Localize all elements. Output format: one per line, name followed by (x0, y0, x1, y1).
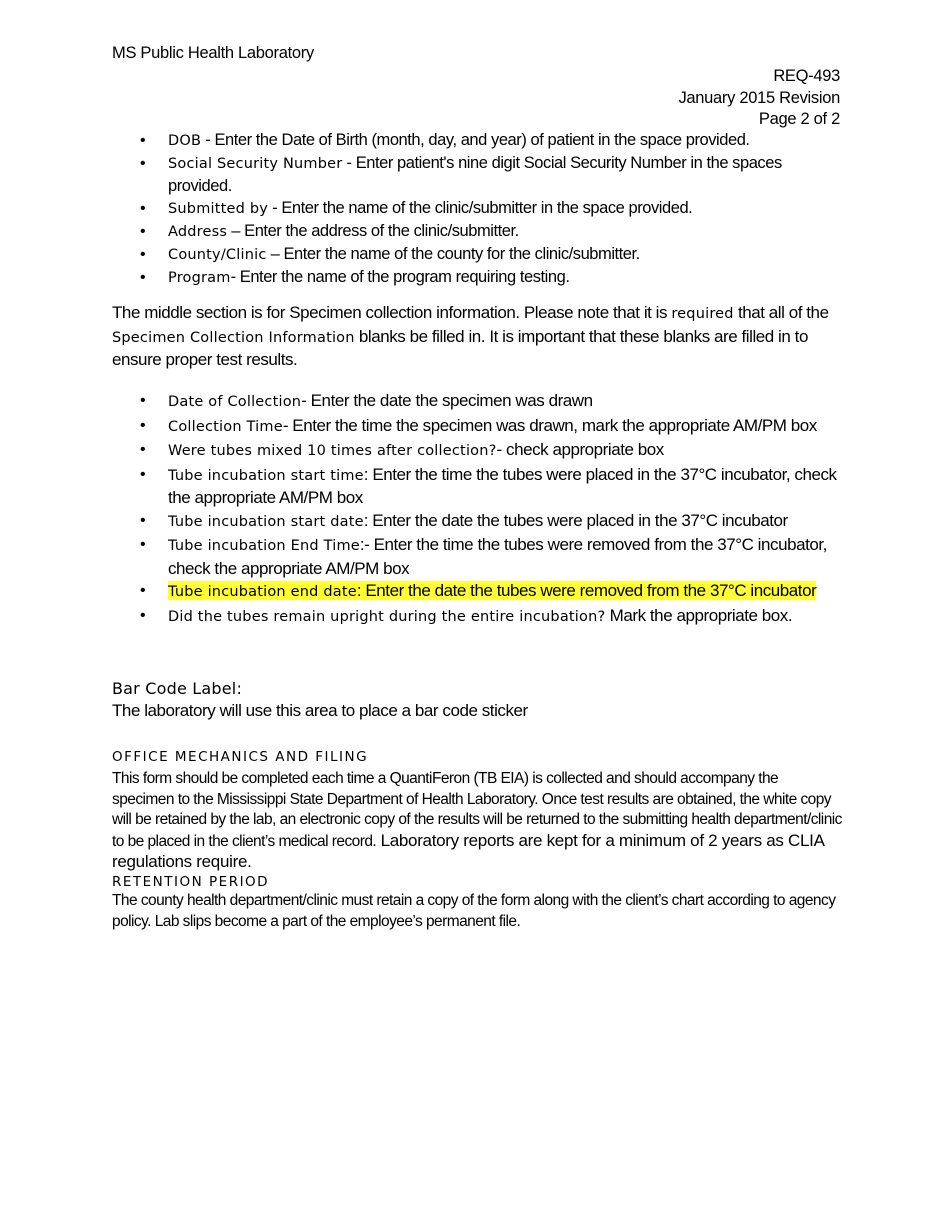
list-item-text: - Enter the Date of Birth (month, day, and year) of patient in the space provided. (201, 131, 750, 149)
highlighted-text (168, 581, 816, 600)
list-item-text: :- Enter the time the tubes were removed from the 37°C incubator, check the appropriate AM/PM box (168, 535, 827, 578)
list-item-text: - Enter the time the specimen was drawn, mark the appropriate AM/PM box (282, 415, 817, 435)
paragraph-text: The middle section is for Specimen collection information. Please note that it is (112, 303, 672, 322)
list-item-text: - Enter the name of the clinic/submitter in the space provided. (268, 198, 693, 217)
list-item-term: DOB (168, 133, 202, 149)
header-right-block (678, 66, 840, 131)
specimen-intro-paragraph (112, 302, 840, 371)
paragraph-text: blanks be filled in. It is important that these blanks are filled in to ensure proper test results. (112, 326, 808, 369)
form-id: REQ-493 (773, 67, 840, 85)
list-item-dob (112, 130, 840, 153)
list-item-address (112, 221, 840, 244)
list-item-term: Collection Time (168, 418, 283, 435)
list-item-term: Tube incubation start date (168, 513, 364, 530)
list-item-tubes-mixed (112, 439, 840, 463)
patient-info-list (112, 130, 840, 290)
retention-period-heading: RETENTION PERIOD (112, 874, 270, 890)
list-item-county-clinic (112, 244, 840, 267)
list-item-text: : Enter the date the tubes were placed in the 37°C incubator (363, 510, 788, 530)
list-item-text: : Enter the date the tubes were removed from the 37°C incubator (356, 581, 817, 600)
organization-name: MS Public Health Laboratory (112, 44, 314, 62)
list-item-date-of-collection (112, 390, 840, 414)
list-item-term: County/Clinic (168, 246, 267, 263)
list-item-term: Program (168, 269, 231, 286)
list-item-incubation-end-time (112, 534, 840, 579)
list-item-term: Tube incubation End Time (168, 538, 360, 554)
office-mechanics-text (112, 769, 842, 874)
list-item-collection-time (112, 415, 840, 439)
list-item-text: – Enter the address of the clinic/submitter. (227, 221, 519, 240)
page-number: Page 2 of 2 (758, 110, 840, 128)
list-item-incubation-start-time (112, 464, 840, 509)
list-item-incubation-start-date (112, 510, 840, 534)
office-text-main: This form should be completed each time a QuantiFeron (TB EIA) is collected and should accompany the specimen to the Mississippi State Department of Health Laboratory. Once test results are obtained, the white copy will be retained by the lab, an electronic copy of the results will be returned to the submitting health department/clinic to be placed in the client’s medical record. (112, 770, 842, 850)
list-item-term: Tube incubation start time (168, 467, 364, 484)
list-item-term: Social Security Number (168, 156, 343, 172)
list-item-term: Were tubes mixed 10 times after collection? (168, 443, 497, 459)
list-item-text: - Enter the date the specimen was drawn (301, 391, 593, 410)
list-item-term: Submitted by (168, 200, 269, 217)
list-item-ssn (112, 153, 840, 197)
bar-code-label: Bar Code Label: (112, 679, 243, 698)
bar-code-text: The laboratory will use this area to place a bar code sticker (112, 701, 528, 720)
specimen-collection-list (112, 390, 840, 629)
list-item-term: Address (168, 223, 228, 240)
office-mechanics-heading: OFFICE MECHANICS AND FILING (112, 749, 369, 765)
list-item-tubes-upright (112, 605, 840, 629)
list-item-submitted-by (112, 198, 840, 221)
list-item-text: Mark the appropriate box. (605, 605, 793, 625)
list-item-text: – Enter the name of the county for the clinic/submitter. (266, 244, 640, 263)
list-item-incubation-end-date (112, 580, 840, 604)
office-text-retention-note: Laboratory reports are kept for a minimum of 2 years as CLIA regulations require. (112, 830, 824, 871)
required-term: required (671, 306, 734, 322)
paragraph-text: that all of the (733, 303, 829, 322)
list-item-term: Did the tubes remain upright during the entire incubation? (168, 608, 606, 625)
list-item-text: - Enter patient's nine digit Social Security Number in the spaces provided. (168, 154, 782, 195)
list-item-program (112, 267, 840, 290)
list-item-text: : Enter the time the tubes were placed in the 37°C incubator, check the appropriate AM/PM box (168, 464, 837, 507)
list-item-text: - Enter the name of the program requiring testing. (230, 267, 570, 286)
list-item-term: Tube incubation end date (168, 584, 357, 600)
list-item-text: - check appropriate box (496, 440, 664, 459)
section-name-term: Specimen Collection Information (112, 329, 355, 346)
retention-period-text: The county health department/clinic must retain a copy of the form along with the client’s chart according to agency policy. Lab slips become a part of the employee’s permanent file. (112, 892, 836, 930)
revision-date: January 2015 Revision (678, 88, 840, 107)
list-item-term: Date of Collection (168, 394, 302, 410)
